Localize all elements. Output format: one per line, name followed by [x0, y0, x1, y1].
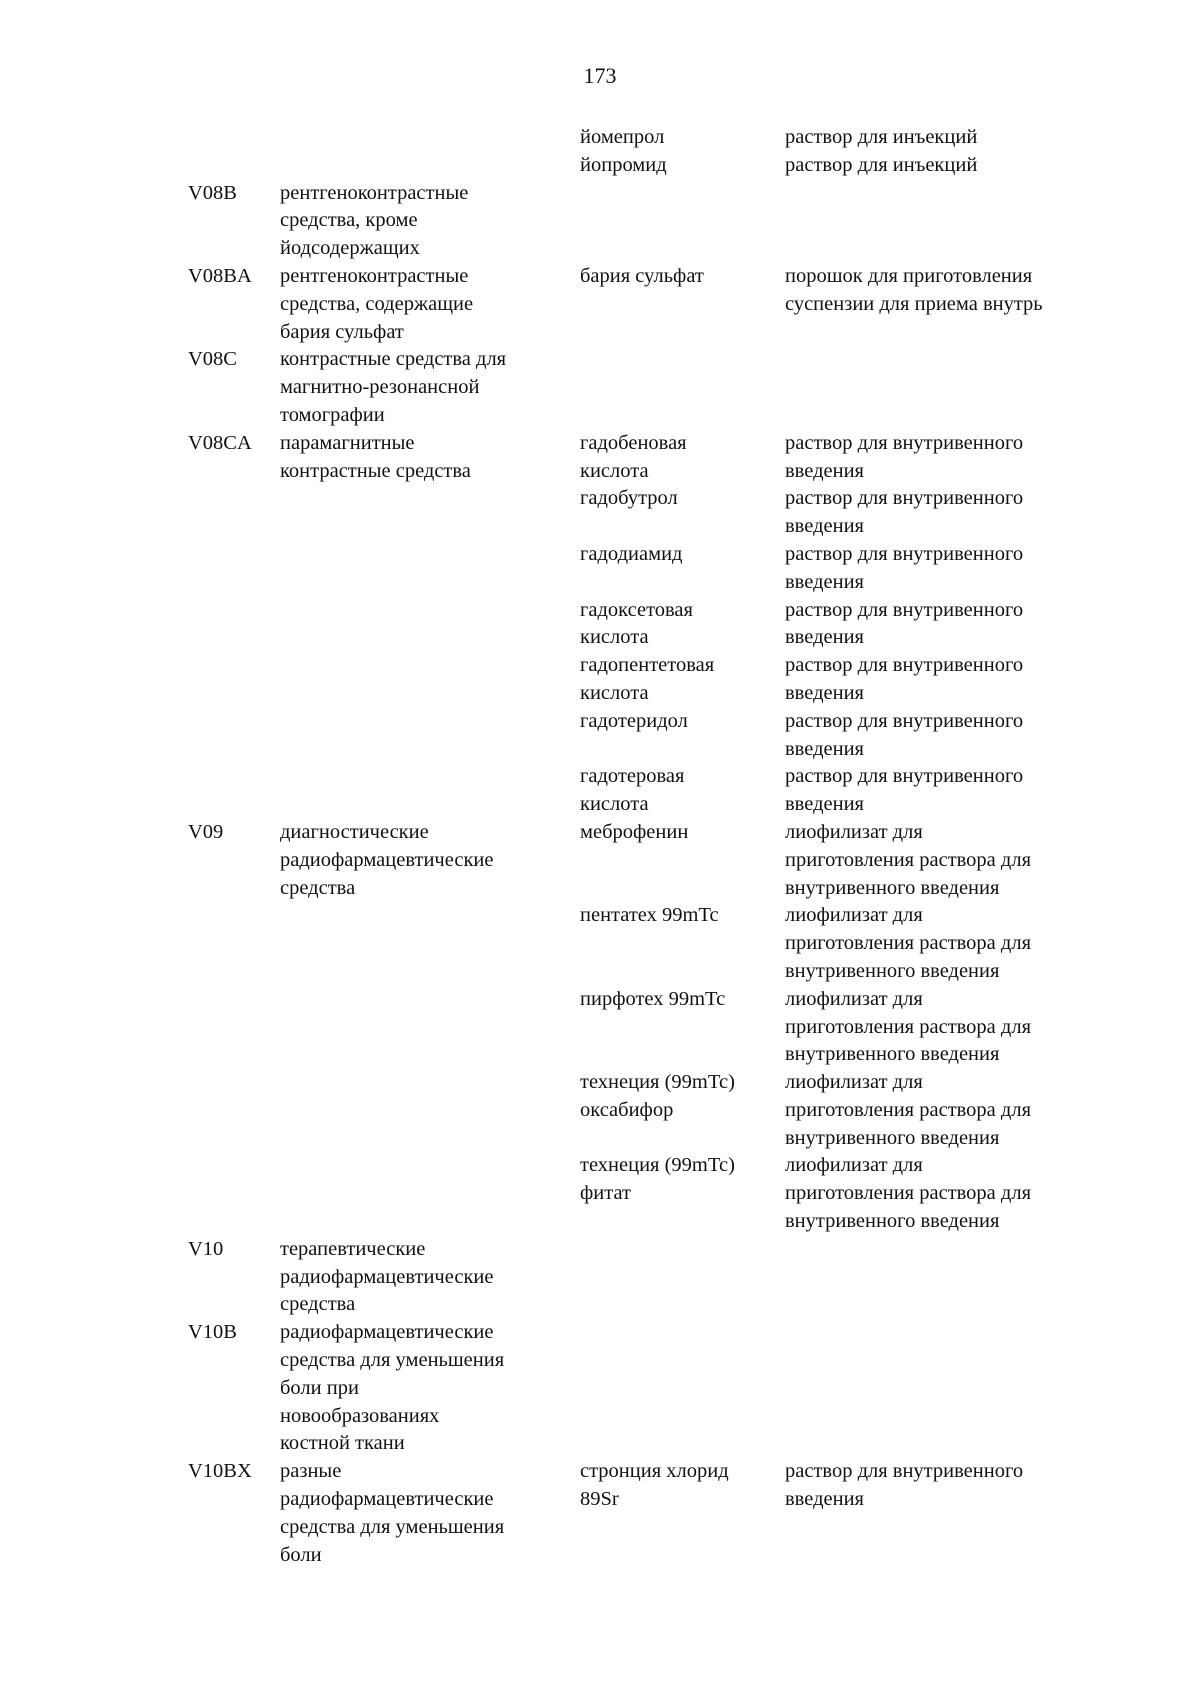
- drug-name: гадоксетовая кислота: [580, 598, 693, 649]
- group-name: [280, 708, 580, 764]
- table-row: [170, 986, 1130, 1069]
- group-name: [280, 652, 580, 708]
- atc-code: V08B: [188, 181, 237, 204]
- atc-code: [170, 1069, 280, 1152]
- table-row: [170, 152, 1130, 180]
- table-row: [170, 597, 1130, 653]
- table-row: [170, 346, 1130, 429]
- atc-code: [170, 652, 280, 708]
- drug-name: [580, 1319, 785, 1458]
- dosage-form: раствор для внутривенного введения: [785, 709, 1024, 760]
- atc-code: [170, 708, 280, 764]
- dosage-form: [785, 180, 1130, 263]
- dosage-form: [785, 1319, 1130, 1458]
- atc-code: [170, 986, 280, 1069]
- table-row: [170, 124, 1130, 152]
- drug-name: гадотеровая кислота: [580, 765, 685, 816]
- table-row: [170, 652, 1130, 708]
- drug-name: пентатех 99mTc: [580, 904, 719, 927]
- atc-code: V08CA: [188, 431, 252, 454]
- atc-code: V08BA: [188, 264, 252, 287]
- group-name: разные радиофармацевтические средства для уменьшения боли: [280, 1460, 505, 1566]
- group-name: диагностические радиофармацевтические средства: [280, 820, 494, 899]
- table-row: [170, 1319, 1130, 1458]
- group-name: [280, 124, 580, 152]
- drug-name: гадобутрол: [580, 487, 678, 510]
- table-row: [170, 1236, 1130, 1319]
- atc-code: V09: [188, 820, 224, 843]
- drug-name: бария сульфат: [580, 264, 704, 287]
- drug-name: [580, 1236, 785, 1319]
- table-row: [170, 1152, 1130, 1235]
- page-number: 173: [583, 63, 617, 88]
- drug-name: гадодиамид: [580, 542, 683, 565]
- dosage-form: лиофилизат для приготовления раствора для внутривенного введения: [785, 1154, 1031, 1233]
- table-row: [170, 819, 1130, 902]
- group-name: радиофармацевтические средства для уменьшения боли при новообразованиях костной ткани: [280, 1321, 505, 1455]
- atc-code: [170, 597, 280, 653]
- dosage-form: раствор для внутривенного введения: [785, 542, 1024, 593]
- atc-code: [170, 541, 280, 597]
- table-row: [170, 1458, 1130, 1569]
- atc-code: V08C: [188, 348, 237, 371]
- group-name: [280, 986, 580, 1069]
- dosage-form: раствор для внутривенного введения: [785, 487, 1024, 538]
- drug-name: гадотеридол: [580, 709, 688, 732]
- atc-code: V10B: [188, 1321, 237, 1344]
- table-row: [170, 541, 1130, 597]
- group-name: [280, 152, 580, 180]
- group-name: рентгеноконтрастные средства, кроме йодсодержащих: [280, 181, 469, 260]
- drug-classification-table: [170, 124, 1130, 1569]
- table-row: [170, 763, 1130, 819]
- group-name: рентгеноконтрастные средства, содержащие бария сульфат: [280, 264, 474, 343]
- atc-code: [170, 763, 280, 819]
- table-row: [170, 485, 1130, 541]
- table-row: [170, 263, 1130, 346]
- drug-name: йопромид: [580, 153, 667, 176]
- drug-name: меброфенин: [580, 820, 689, 843]
- atc-code: V10BX: [188, 1460, 252, 1483]
- drug-name: стронция хлорид 89Sr: [580, 1460, 729, 1511]
- drug-name: технеция (99mTc) фитат: [580, 1154, 735, 1205]
- group-name: [280, 902, 580, 985]
- table-row: [170, 180, 1130, 263]
- dosage-form: раствор для внутривенного введения: [785, 431, 1024, 482]
- dosage-form: порошок для приготовления суспензии для приема внутрь: [785, 264, 1043, 315]
- group-name: парамагнитные контрастные средства: [280, 431, 471, 482]
- drug-name: гадобеновая кислота: [580, 431, 687, 482]
- drug-name: технеция (99mTc) оксабифор: [580, 1071, 735, 1121]
- table-row: [170, 708, 1130, 764]
- table-row: [170, 902, 1130, 985]
- dosage-form: раствор для внутривенного введения: [785, 598, 1024, 649]
- group-name: контрастные средства для магнитно-резонансной томографии: [280, 348, 507, 426]
- dosage-form: лиофилизат для приготовления раствора для внутривенного введения: [785, 987, 1031, 1066]
- atc-code: [170, 152, 280, 180]
- group-name: терапевтические радиофармацевтические средства: [280, 1237, 494, 1316]
- dosage-form: раствор для внутривенного введения: [785, 1460, 1024, 1511]
- group-name: [280, 1069, 580, 1152]
- table-row: [170, 430, 1130, 486]
- drug-name: [580, 180, 785, 263]
- dosage-form: раствор для внутривенного введения: [785, 654, 1024, 704]
- drug-name: гадопентетовая кислота: [580, 654, 715, 704]
- drug-name: [580, 346, 785, 429]
- drug-name: йомепрол: [580, 126, 665, 148]
- atc-code: [170, 124, 280, 152]
- atc-code: [170, 1152, 280, 1235]
- table-row: [170, 1069, 1130, 1152]
- group-name: [280, 485, 580, 541]
- atc-code: [170, 485, 280, 541]
- group-name: [280, 597, 580, 653]
- drug-name: пирфотех 99mTc: [580, 987, 726, 1010]
- group-name: [280, 541, 580, 597]
- group-name: [280, 763, 580, 819]
- dosage-form: [785, 346, 1130, 429]
- dosage-form: раствор для инъекций: [785, 126, 978, 148]
- dosage-form: лиофилизат для приготовления раствора для внутривенного введения: [785, 820, 1031, 899]
- dosage-form: раствор для инъекций: [785, 153, 978, 176]
- dosage-form: лиофилизат для приготовления раствора для внутривенного введения: [785, 1071, 1031, 1149]
- atc-code: V10: [188, 1237, 224, 1260]
- dosage-form: [785, 1236, 1130, 1319]
- group-name: [280, 1152, 580, 1235]
- atc-code: [170, 902, 280, 985]
- dosage-form: раствор для внутривенного введения: [785, 765, 1024, 816]
- dosage-form: лиофилизат для приготовления раствора для внутривенного введения: [785, 904, 1031, 982]
